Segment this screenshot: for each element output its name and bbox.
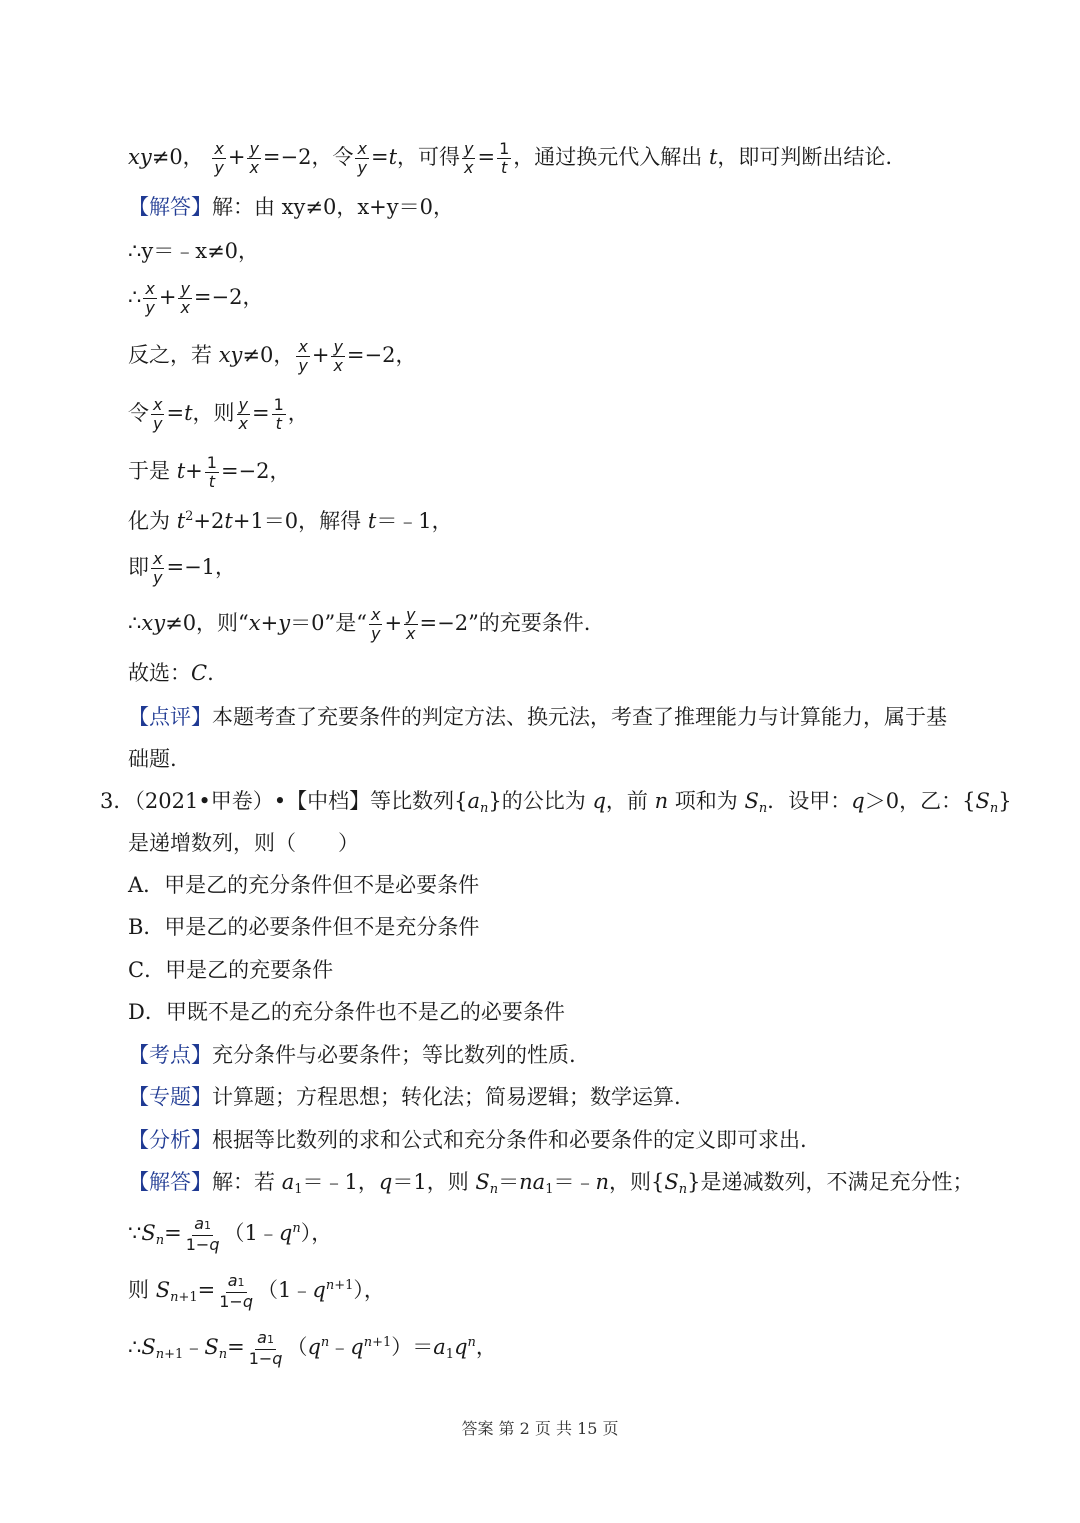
answer-line-9: ∴xy≠0，则“x+y＝0”是“ $\frac{x}{y}$ + $\frac{y}{x}$ =−2”的充要条件. [128, 605, 591, 643]
question-3-stem-2: 是递增数列，则（ ） [128, 831, 359, 855]
difficulty-badge: 【中档】 [286, 789, 371, 813]
analysis-continuation-line: xy≠0， $\frac{x}{y}$ + $\frac{y}{x}$ =−2，令 $\frac{x}{y}$ =t，可得 $\frac{y}{x}$ = $\frac{1}{t}$ ，通过换元代入解出 t，即可判断出结论. [128, 139, 893, 177]
comment-line-2: 础题. [128, 747, 177, 771]
option-c: C．甲是乙的充要条件 [128, 958, 334, 982]
comment-line-1: 【点评】本题考查了充要条件的判定方法、换元法，考查了推理能力与计算能力，属于基 [128, 705, 947, 729]
fenxi-line: 【分析】根据等比数列的求和公式和充分条件和必要条件的定义即可求出. [128, 1128, 807, 1152]
dianping-tag: 【点评】 [128, 705, 212, 729]
next-sum-line: 则 $S_{n+1}=$ $\frac{a1}{1-q}$ $(1﹣q^{n+1})$， [128, 1271, 385, 1311]
difference-line: $\therefore S_{n+1}﹣S_n=$ $\frac{a1}{1-q}$ $(q^n﹣q^{n+1})=a_1q^n$， [128, 1328, 497, 1368]
answer-line-4: 反之，若 xy≠0， $\frac{x}{y}$ + $\frac{y}{x}$ =−2， [128, 337, 417, 375]
option-a: A．甲是乙的充分条件但不是必要条件 [128, 873, 480, 897]
option-b: B．甲是乙的必要条件但不是充分条件 [128, 915, 480, 939]
jieda-tag-2: 【解答】 [128, 1170, 212, 1194]
answer-line-10: 故选：C. [128, 661, 214, 685]
kaodian-line: 【考点】充分条件与必要条件；等比数列的性质. [128, 1043, 576, 1067]
answer-line-2: ∴y＝﹣x≠0， [128, 239, 260, 263]
option-d: D．甲既不是乙的充分条件也不是乙的必要条件 [128, 1000, 565, 1024]
answer-line-6: 于是 t+ $\frac{1}{t}$ =−2， [128, 453, 291, 491]
answer-line-3: ∴ $\frac{x}{y}$ + $\frac{y}{x}$ =−2， [128, 279, 264, 317]
answer-line-5: 令 $\frac{x}{y}$ =t，则 $\frac{y}{x}$ = $\frac{1}{t}$ ， [128, 395, 309, 433]
question-3-stem: 3．（2021•甲卷）•【中档】等比数列$\{a_n\}$的公比为 q，前 n 项和为 $S_n$．设甲：q＞0，乙：$\{S_n\}$ [100, 789, 1012, 816]
zhuanti-line: 【专题】计算题；方程思想；转化法；简易逻辑；数学运算. [128, 1085, 681, 1109]
fenxi-tag: 【分析】 [128, 1128, 212, 1152]
jieda-tag: 【解答】 [128, 195, 212, 219]
kaodian-tag: 【考点】 [128, 1043, 212, 1067]
jieda-line: 【解答】解：若 $a_1=﹣1$，q＝1，则 $S_n=na_1=﹣n$，则$\{S_n\}$是递减数列，不满足充分性； [128, 1170, 974, 1197]
page-footer: 答案 第 2 页 共 15 页 [461, 1419, 619, 1438]
sum-formula-line: $\because S_n=$ $\frac{a1}{1-q}$ $(1﹣q^n)$， [128, 1214, 333, 1254]
answer-line-7: 化为 $t^2+2t+1=0$，解得 t＝﹣1， [128, 509, 453, 533]
answer-line-8: 即 $\frac{x}{y}$ =−1， [128, 549, 237, 587]
answer-line-1: 【解答】解：由 xy≠0，x+y＝0， [128, 195, 455, 219]
zhuanti-tag: 【专题】 [128, 1085, 212, 1109]
